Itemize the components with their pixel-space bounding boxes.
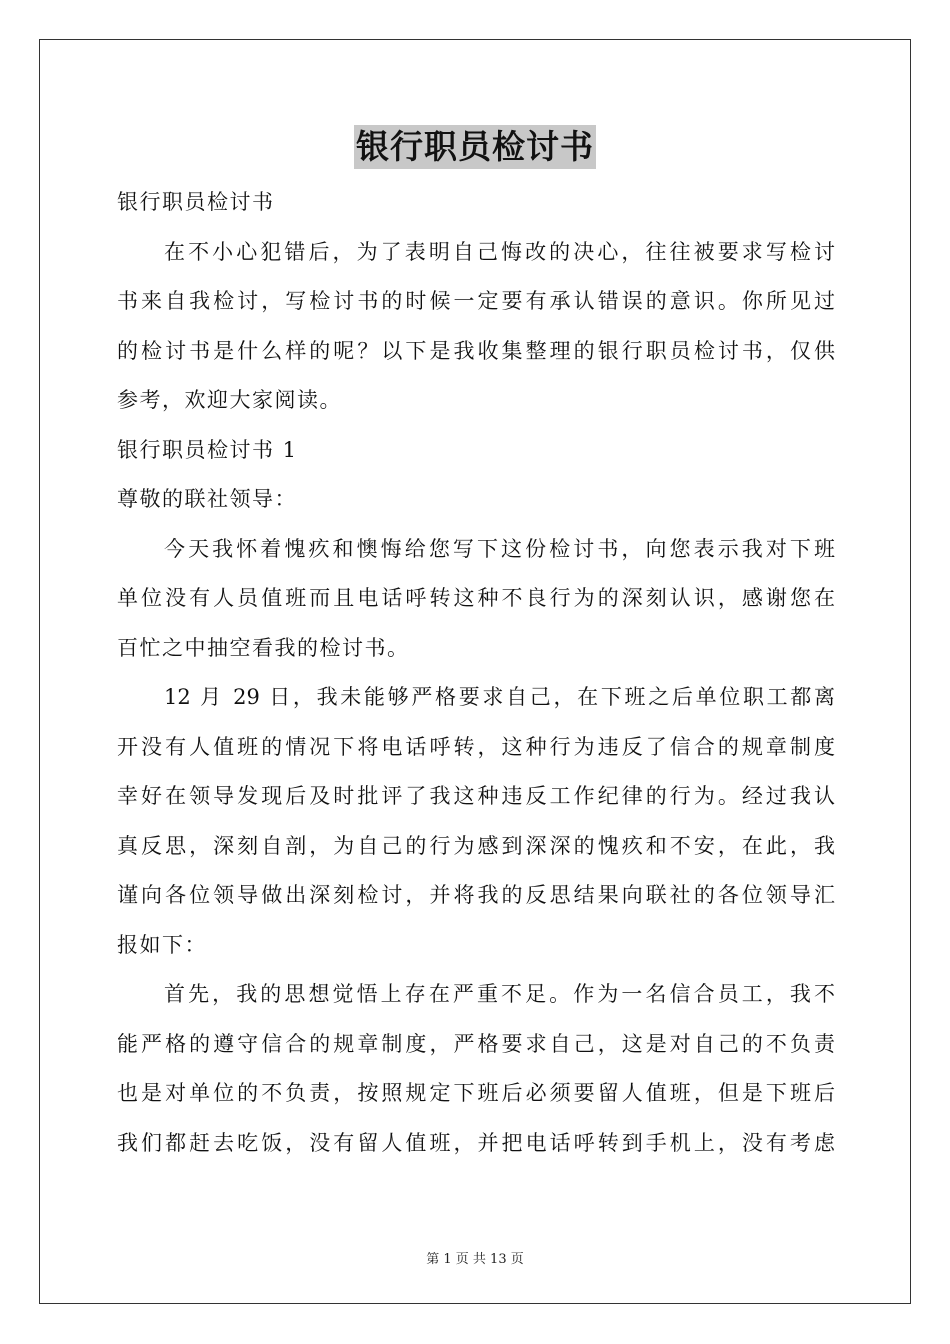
text-line: 也是对单位的不负责，按照规定下班后必须要留人值班，但是下班后 bbox=[117, 1081, 835, 1105]
text-line: 首先，我的思想觉悟上存在严重不足。作为一名信合员工，我不 bbox=[164, 982, 835, 1006]
text-line: 单位没有人员值班而且电话呼转这种不良行为的深刻认识，感谢您在 bbox=[117, 586, 835, 610]
text-line: 银行职员检讨书 1 bbox=[117, 437, 298, 462]
text-line: 开没有人值班的情况下将电话呼转，这种行为违反了信合的规章制度 bbox=[117, 734, 835, 759]
title-container bbox=[0, 125, 950, 169]
text-line: 谨向各位领导做出深刻检讨，并将我的反思结果向联社的各位领导汇 bbox=[117, 883, 835, 907]
text-line: 书来自我检讨，写检讨书的时候一定要有承认错误的意识。你所见过 bbox=[117, 289, 835, 313]
text-line: 百忙之中抽空看我的检讨书。 bbox=[117, 635, 410, 660]
text-line: 今天我怀着愧疚和懊悔给您写下这份检讨书，向您表示我对下班 bbox=[164, 536, 835, 561]
text-line: 在不小心犯错后，为了表明自己悔改的决心，往往被要求写检讨 bbox=[164, 239, 835, 264]
text-line: 真反思，深刻自剖，为自己的行为感到深深的愧疚和不安，在此，我 bbox=[117, 833, 835, 858]
text-line: 的检讨书是什么样的呢？以下是我收集整理的银行职员检讨书，仅供 bbox=[117, 338, 835, 363]
document-body bbox=[117, 178, 835, 1168]
text-line: 尊敬的联社领导： bbox=[117, 487, 297, 511]
text-line: 参考，欢迎大家阅读。 bbox=[117, 388, 342, 412]
document-title: 银行职员检讨书 bbox=[354, 125, 596, 169]
text-line: 我们都赶去吃饭，没有留人值班，并把电话呼转到手机上，没有考虑 bbox=[117, 1130, 835, 1155]
text-line: 能严格的遵守信合的规章制度，严格要求自己，这是对自己的不负责 bbox=[117, 1031, 835, 1056]
text-line: 幸好在领导发现后及时批评了我这种违反工作纪律的行为。经过我认 bbox=[117, 784, 835, 808]
page-footer: 第 1 页 共 13 页 bbox=[426, 1252, 524, 1267]
text-line: 报如下： bbox=[117, 932, 207, 957]
text-line: 银行职员检讨书 bbox=[117, 190, 275, 214]
text-line: 12 月 29 日，我未能够严格要求自己，在下班之后单位职工都离 bbox=[164, 685, 835, 709]
